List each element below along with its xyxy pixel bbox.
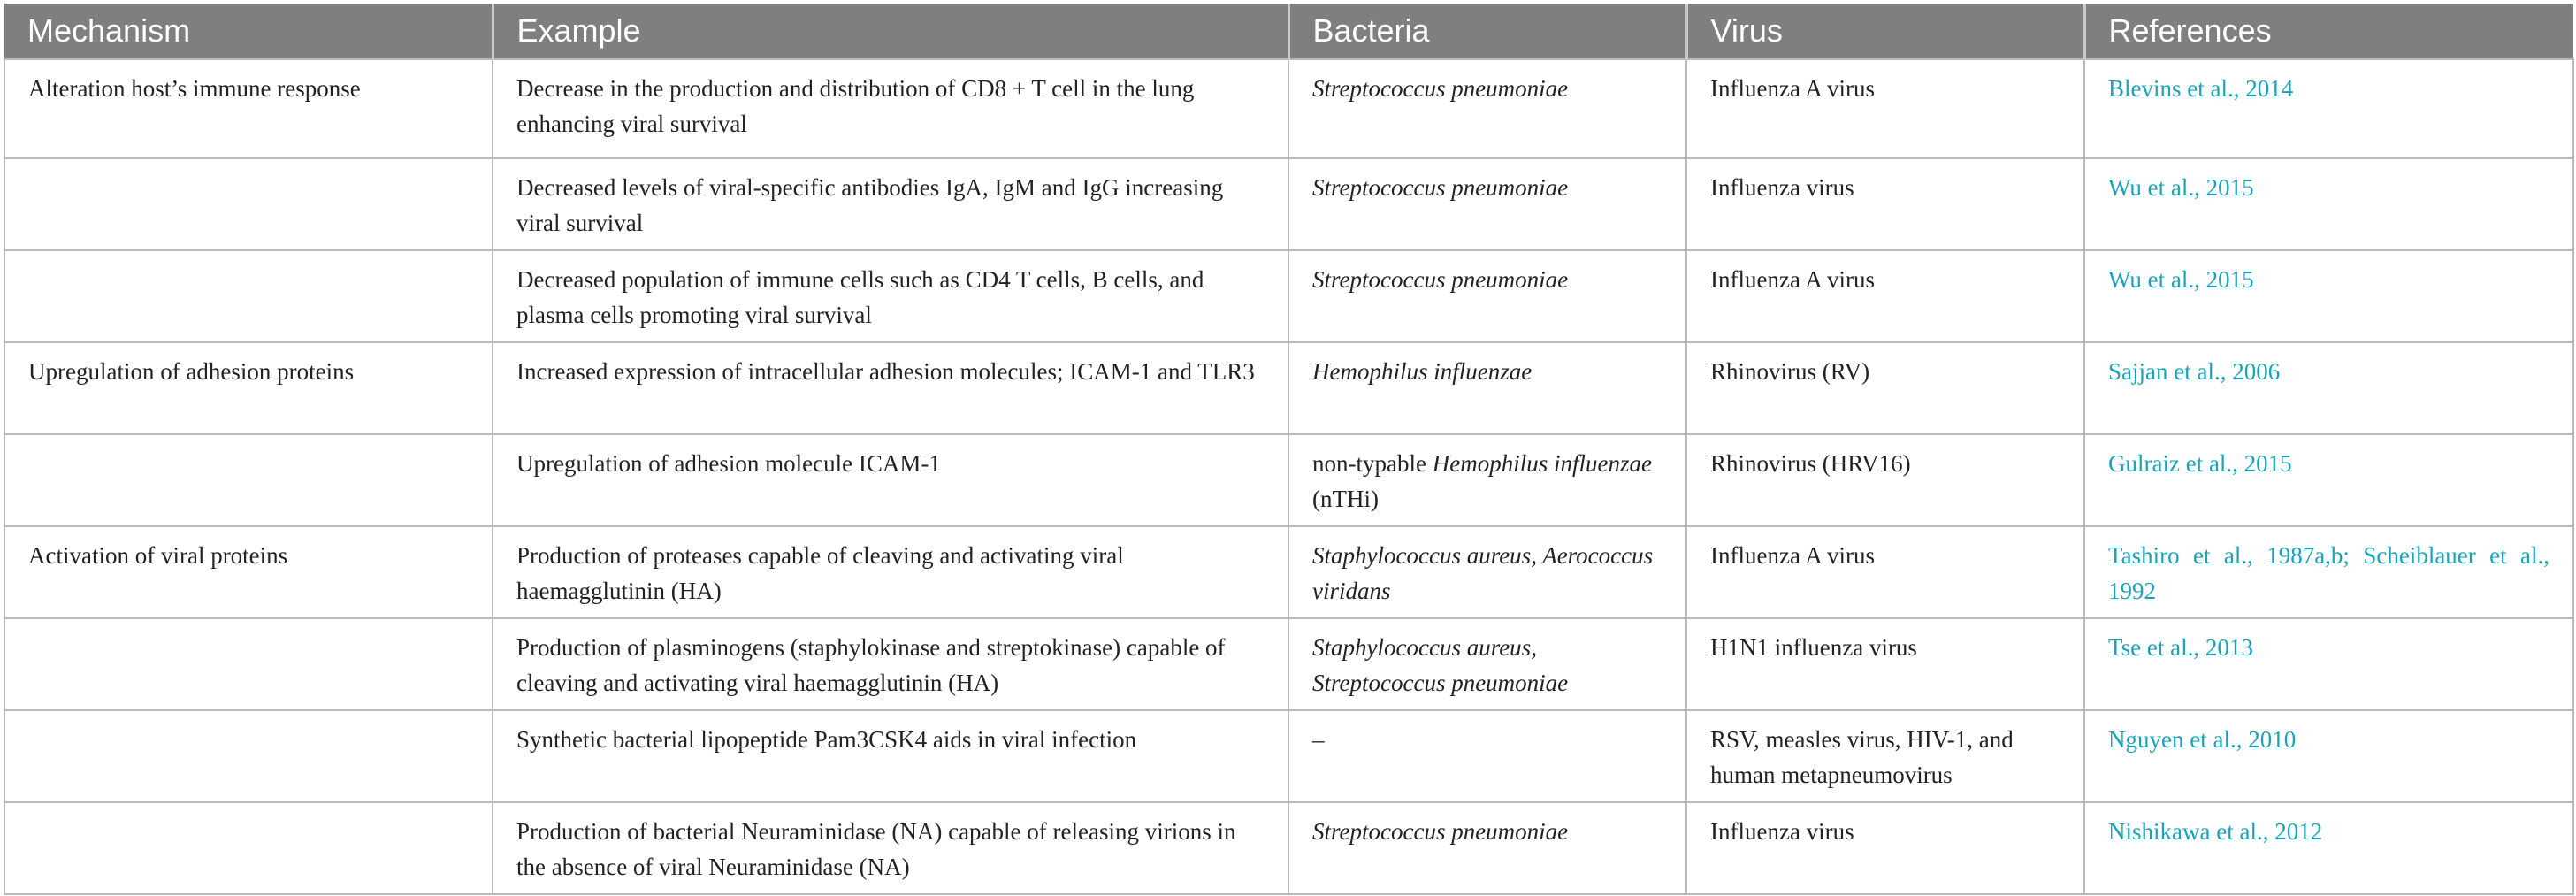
reference-link[interactable]: Nguyen et al., 2010 xyxy=(2108,726,2297,753)
bacteria-cell xyxy=(1288,710,1686,802)
references-cell xyxy=(2084,434,2573,526)
header-bacteria: Bacteria xyxy=(1288,4,1686,59)
virus-cell: Influenza A virus xyxy=(1686,59,2084,158)
virus-cell: Rhinovirus (HRV16) xyxy=(1686,434,2084,526)
reference-link[interactable]: Tse et al., 2013 xyxy=(2108,634,2253,661)
bacteria-suffix: (nTHi) xyxy=(1312,486,1379,512)
references-cell xyxy=(2084,59,2573,158)
bacteria-name: Streptococcus pneumoniae xyxy=(1312,266,1569,293)
references-cell xyxy=(2084,158,2573,250)
reference-link[interactable]: Tashiro et al., 1987a,b; xyxy=(2108,542,2350,569)
mechanism-cell xyxy=(4,802,493,894)
mechanism-cell xyxy=(4,434,493,526)
table-row xyxy=(4,526,2573,618)
virus-cell: Influenza A virus xyxy=(1686,526,2084,618)
bacteria-cell xyxy=(1288,59,1686,158)
reference-link[interactable]: Wu et al., 2015 xyxy=(2108,266,2254,293)
reference-link[interactable]: Wu et al., 2015 xyxy=(2108,174,2254,201)
reference-link[interactable]: Nishikawa et al., 2012 xyxy=(2108,818,2323,845)
bacteria-name: Streptococcus pneumoniae xyxy=(1312,174,1569,201)
header-references: References xyxy=(2084,4,2573,59)
references-cell xyxy=(2084,802,2573,894)
example-cell: Decrease in the production and distribution of CD8 + T cell in the lung enhancing viral survival xyxy=(493,59,1288,158)
virus-cell: RSV, measles virus, HIV-1, and human metapneumovirus xyxy=(1686,710,2084,802)
table-row xyxy=(4,59,2573,158)
mechanism-cell xyxy=(4,710,493,802)
table-row xyxy=(4,710,2573,802)
references-cell xyxy=(2084,526,2573,618)
header-row xyxy=(4,4,2573,59)
example-cell: Production of plasminogens (staphylokinase and streptokinase) capable of cleaving and activating viral haemagglutinin (HA) xyxy=(493,618,1288,710)
virus-cell: H1N1 influenza virus xyxy=(1686,618,2084,710)
bacteria-cell xyxy=(1288,618,1686,710)
table-row xyxy=(4,434,2573,526)
virus-cell: Influenza virus xyxy=(1686,158,2084,250)
references-cell xyxy=(2084,618,2573,710)
bacteria-prefix: non-typable xyxy=(1312,450,1433,477)
header-virus: Virus xyxy=(1686,4,2084,59)
bacteria-name: Streptococcus pneumoniae xyxy=(1312,818,1569,845)
example-cell: Production of bacterial Neuraminidase (NA) capable of releasing virions in the absence of viral Neuraminidase (NA) xyxy=(493,802,1288,894)
bacteria-name: Hemophilus influenzae xyxy=(1312,358,1533,385)
bacteria-name: Staphylococcus aureus, Aerococcus viridans xyxy=(1312,542,1654,604)
reference-link[interactable]: Gulraiz et al., 2015 xyxy=(2108,450,2292,477)
virus-cell: Rhinovirus (RV) xyxy=(1686,342,2084,434)
reference-link[interactable]: Sajjan et al., 2006 xyxy=(2108,358,2281,385)
virus-cell: Influenza virus xyxy=(1686,802,2084,894)
bacteria-cell xyxy=(1288,526,1686,618)
example-cell: Decreased levels of viral-specific antibodies IgA, IgM and IgG increasing viral survival xyxy=(493,158,1288,250)
example-cell: Production of proteases capable of cleaving and activating viral haemagglutinin (HA) xyxy=(493,526,1288,618)
reference-link[interactable]: Blevins et al., 2014 xyxy=(2108,75,2294,102)
mechanism-cell: Activation of viral proteins xyxy=(4,526,493,618)
table-row xyxy=(4,158,2573,250)
bacteria-cell xyxy=(1288,250,1686,342)
bacteria-cell xyxy=(1288,434,1686,526)
bacteria-cell xyxy=(1288,342,1686,434)
table-row xyxy=(4,618,2573,710)
bacteria-name: Streptococcus pneumoniae xyxy=(1312,75,1569,102)
mechanisms-table xyxy=(4,4,2574,895)
references-cell xyxy=(2084,710,2573,802)
example-cell: Upregulation of adhesion molecule ICAM-1 xyxy=(493,434,1288,526)
virus-cell: Influenza A virus xyxy=(1686,250,2084,342)
references-cell xyxy=(2084,250,2573,342)
bacteria-cell xyxy=(1288,802,1686,894)
table-row xyxy=(4,250,2573,342)
example-cell: Increased expression of intracellular adhesion molecules; ICAM-1 and TLR3 xyxy=(493,342,1288,434)
bacteria-prefix: – xyxy=(1312,726,1325,753)
table-row xyxy=(4,342,2573,434)
bacteria-name: Hemophilus influenzae xyxy=(1432,450,1652,477)
bacteria-cell xyxy=(1288,158,1686,250)
mechanism-cell: Alteration host’s immune response xyxy=(4,59,493,158)
references-cell xyxy=(2084,342,2573,434)
bacteria-name: Staphylococcus aureus, Streptococcus pneumoniae xyxy=(1312,634,1569,696)
header-mechanism: Mechanism xyxy=(4,4,493,59)
table-row xyxy=(4,802,2573,894)
reference-link[interactable]: Scheiblauer et al., 1992 xyxy=(2108,542,2549,604)
example-cell: Decreased population of immune cells such as CD4 T cells, B cells, and plasma cells promoting viral survival xyxy=(493,250,1288,342)
example-cell: Synthetic bacterial lipopeptide Pam3CSK4 aids in viral infection xyxy=(493,710,1288,802)
mechanism-cell xyxy=(4,618,493,710)
mechanism-cell xyxy=(4,250,493,342)
mechanism-cell xyxy=(4,158,493,250)
header-example: Example xyxy=(493,4,1288,59)
mechanism-cell: Upregulation of adhesion proteins xyxy=(4,342,493,434)
